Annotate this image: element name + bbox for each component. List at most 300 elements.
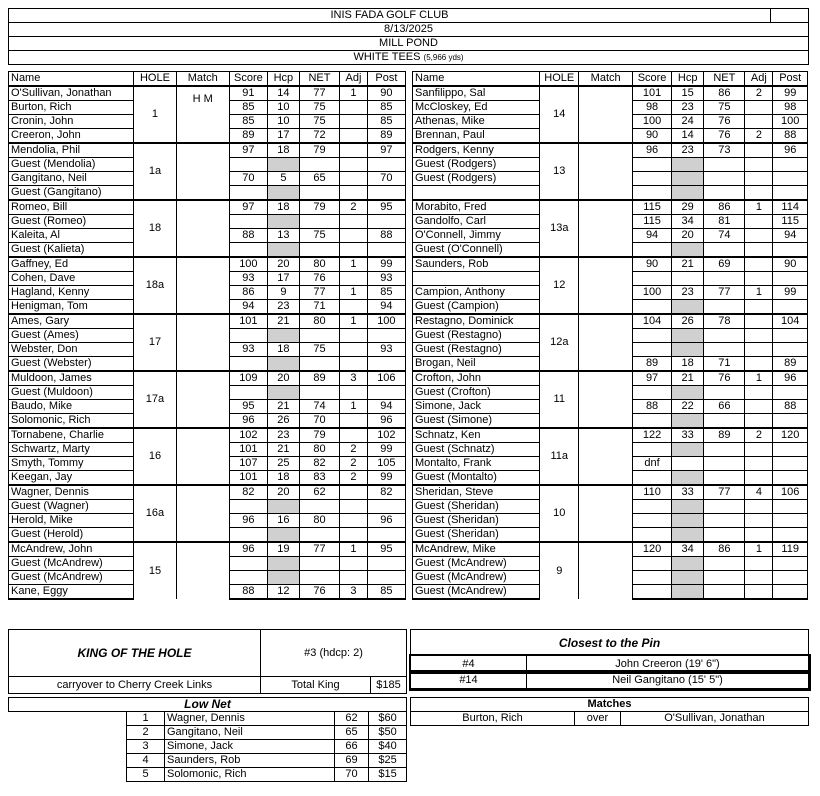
player-name: Campion, Anthony [413, 286, 540, 300]
player-name: Herold, Mike [9, 514, 134, 528]
match-cell [579, 86, 633, 143]
tees-name: WHITE TEES [353, 51, 421, 63]
player-adj [745, 528, 773, 543]
player-post: 85 [367, 115, 405, 129]
player-score: 97 [633, 371, 672, 386]
match-cell [176, 485, 229, 542]
match-cell [579, 200, 633, 257]
hole-number: 11a [540, 428, 579, 485]
player-name: Morabito, Fred [413, 200, 540, 215]
player-hcp [671, 514, 703, 528]
low-net-name: Wagner, Dennis [165, 712, 335, 726]
player-name: Guest (Romeo) [9, 215, 134, 229]
player-adj [745, 500, 773, 514]
player-name: Gandolfo, Carl [413, 215, 540, 229]
player-score [633, 585, 672, 600]
player-adj [340, 158, 368, 172]
player-hcp: 15 [671, 86, 703, 101]
player-net: 80 [299, 514, 339, 528]
player-score: 100 [633, 115, 672, 129]
hole-number: 16 [134, 428, 176, 485]
player-hcp [671, 585, 703, 600]
player-net [704, 172, 745, 186]
hole-number: 13a [540, 200, 579, 257]
player-row [9, 200, 406, 215]
player-name: Muldoon, James [9, 371, 134, 386]
player-score: 88 [229, 585, 267, 600]
player-name: Cohen, Dave [9, 272, 134, 286]
match-loser: O'Sullivan, Jonathan [621, 712, 809, 726]
player-adj: 4 [745, 485, 773, 500]
low-net [8, 697, 407, 782]
player-hcp: 17 [267, 272, 299, 286]
player-score: 93 [229, 272, 267, 286]
player-row [413, 86, 808, 101]
player-score [633, 414, 672, 429]
player-score: 90 [633, 129, 672, 144]
player-score: 97 [229, 143, 267, 158]
player-name: Crofton, John [413, 371, 540, 386]
player-post [773, 172, 808, 186]
player-hcp [671, 243, 703, 258]
player-adj: 2 [340, 443, 368, 457]
player-post: 85 [367, 286, 405, 300]
right-col-hcp: Hcp [671, 72, 703, 87]
player-net [704, 571, 745, 585]
player-net [299, 329, 339, 343]
player-score: 120 [633, 542, 672, 557]
player-adj: 2 [340, 457, 368, 471]
player-adj [745, 585, 773, 600]
low-net-net: 65 [335, 726, 369, 740]
match-cell [176, 314, 229, 371]
player-score: 94 [633, 229, 672, 243]
player-net [704, 329, 745, 343]
player-net: 77 [299, 286, 339, 300]
low-net-prize: $60 [369, 712, 407, 726]
player-name: Guest (Muldoon) [9, 386, 134, 400]
player-adj: 1 [340, 86, 368, 101]
hole-number: 11 [540, 371, 579, 428]
player-adj [745, 386, 773, 400]
player-score [633, 272, 672, 286]
player-post: 90 [367, 86, 405, 101]
player-score [633, 443, 672, 457]
match-cell [176, 257, 229, 314]
player-net: 83 [299, 471, 339, 486]
king-total: $185 [371, 677, 407, 694]
player-post [367, 243, 405, 258]
player-hcp: 25 [267, 457, 299, 471]
player-net [299, 557, 339, 571]
player-score: 89 [633, 357, 672, 372]
player-name: O'Sullivan, Jonathan [9, 86, 134, 101]
player-name: Guest (McAndrew) [413, 585, 540, 600]
player-name: Guest (Mendolia) [9, 158, 134, 172]
player-post: 99 [773, 286, 808, 300]
player-net [704, 243, 745, 258]
player-adj [340, 386, 368, 400]
right-col-net: NET [704, 72, 745, 87]
player-adj [340, 129, 368, 144]
player-name: Cronin, John [9, 115, 134, 129]
player-net [704, 471, 745, 486]
player-score [229, 528, 267, 543]
hole-number: 14 [540, 86, 579, 143]
player-post: 95 [367, 542, 405, 557]
player-hcp: 21 [267, 314, 299, 329]
player-adj [745, 314, 773, 329]
player-row [9, 86, 406, 101]
player-adj [745, 457, 773, 471]
player-score: 107 [229, 457, 267, 471]
player-name: McAndrew, John [9, 542, 134, 557]
player-hcp: 10 [267, 115, 299, 129]
player-net: 72 [299, 129, 339, 144]
player-name: Romeo, Bill [9, 200, 134, 215]
player-score [633, 172, 672, 186]
player-hcp [267, 329, 299, 343]
player-hcp: 21 [267, 400, 299, 414]
player-adj [745, 343, 773, 357]
player-hcp [671, 329, 703, 343]
player-name [413, 272, 540, 286]
player-hcp: 34 [671, 215, 703, 229]
player-net [704, 514, 745, 528]
hole-number: 15 [134, 542, 176, 599]
low-net-net: 70 [335, 768, 369, 782]
low-net-place: 4 [127, 754, 165, 768]
player-post [773, 514, 808, 528]
player-net: 86 [704, 200, 745, 215]
player-name: Hagland, Kenny [9, 286, 134, 300]
hole-number: 17a [134, 371, 176, 428]
player-net [704, 528, 745, 543]
low-net-place: 5 [127, 768, 165, 782]
match-cell [579, 257, 633, 314]
player-row [413, 314, 808, 329]
player-adj [745, 229, 773, 243]
player-adj [340, 343, 368, 357]
player-score: 101 [229, 471, 267, 486]
match-row [411, 712, 809, 726]
player-name: Montalto, Frank [413, 457, 540, 471]
right-col-score: Score [633, 72, 672, 87]
player-adj [745, 158, 773, 172]
player-score: 96 [229, 542, 267, 557]
player-name: Guest (Simone) [413, 414, 540, 429]
tees-line [9, 51, 809, 65]
player-post: 93 [367, 343, 405, 357]
player-name: Solomonic, Rich [9, 414, 134, 429]
player-adj [340, 428, 368, 443]
player-hcp [671, 343, 703, 357]
player-net: 76 [299, 585, 339, 600]
player-score [229, 329, 267, 343]
player-post [367, 500, 405, 514]
event-date: 8/13/2025 [9, 23, 809, 37]
player-post [367, 186, 405, 201]
player-row [9, 485, 406, 500]
left-col-adj: Adj [340, 72, 368, 87]
player-net: 76 [704, 371, 745, 386]
match-cell [176, 200, 229, 257]
player-score: 90 [633, 257, 672, 272]
player-net: 80 [299, 257, 339, 272]
player-name: Restagno, Dominick [413, 314, 540, 329]
player-post [773, 243, 808, 258]
player-post [367, 386, 405, 400]
player-post [367, 329, 405, 343]
player-post: 96 [773, 371, 808, 386]
player-post: 99 [773, 86, 808, 101]
king-total-label: Total King [261, 677, 371, 694]
low-net-name: Solomonic, Rich [165, 768, 335, 782]
player-hcp [671, 272, 703, 286]
player-score [229, 186, 267, 201]
player-name: Guest (Webster) [9, 357, 134, 372]
player-adj: 1 [745, 371, 773, 386]
player-net: 79 [299, 428, 339, 443]
matches-body [411, 712, 809, 726]
player-score: dnf [633, 457, 672, 471]
player-adj: 2 [340, 200, 368, 215]
match-cell [579, 371, 633, 428]
player-hcp [267, 215, 299, 229]
player-post [773, 186, 808, 201]
player-name: Sheridan, Steve [413, 485, 540, 500]
low-net-prize: $25 [369, 754, 407, 768]
player-post: 70 [367, 172, 405, 186]
player-score: 93 [229, 343, 267, 357]
player-net: 75 [299, 101, 339, 115]
player-post: 85 [367, 101, 405, 115]
match-cell [579, 485, 633, 542]
hole-number: 17 [134, 314, 176, 371]
player-post [773, 471, 808, 486]
match-cell [579, 542, 633, 599]
player-net: 76 [704, 115, 745, 129]
player-post [773, 300, 808, 315]
player-adj [745, 115, 773, 129]
player-net [704, 158, 745, 172]
player-score: 109 [229, 371, 267, 386]
player-adj [745, 514, 773, 528]
player-score: 85 [229, 115, 267, 129]
player-row [9, 143, 406, 158]
player-net: 65 [299, 172, 339, 186]
player-post: 97 [367, 143, 405, 158]
player-adj [340, 172, 368, 186]
player-score [633, 158, 672, 172]
player-score: 115 [633, 215, 672, 229]
player-net: 78 [704, 314, 745, 329]
player-adj [745, 243, 773, 258]
left-header-row [9, 72, 406, 87]
player-score: 97 [229, 200, 267, 215]
match-cell [176, 428, 229, 485]
player-score [633, 343, 672, 357]
player-name: Guest (Rodgers) [413, 172, 540, 186]
player-post: 100 [773, 115, 808, 129]
player-score: 94 [229, 300, 267, 315]
player-score: 96 [229, 514, 267, 528]
player-name: Guest (Ames) [9, 329, 134, 343]
player-adj [340, 272, 368, 286]
player-adj [340, 500, 368, 514]
player-hcp [267, 186, 299, 201]
low-net-title: Low Net [9, 698, 407, 712]
player-net [299, 528, 339, 543]
player-net [299, 571, 339, 585]
player-name: Guest (McAndrew) [9, 571, 134, 585]
player-row [413, 542, 808, 557]
player-score [229, 386, 267, 400]
player-row [9, 542, 406, 557]
left-col-name: Name [9, 72, 134, 87]
player-hcp: 23 [267, 300, 299, 315]
player-name: Guest (Sheridan) [413, 500, 540, 514]
low-net-prize: $15 [369, 768, 407, 782]
player-adj [340, 229, 368, 243]
hole-number: 12 [540, 257, 579, 314]
hole-number: 10 [540, 485, 579, 542]
player-hcp [267, 386, 299, 400]
right-col-name: Name [413, 72, 540, 87]
player-post [773, 158, 808, 172]
left-col-hcp: Hcp [267, 72, 299, 87]
player-post: 105 [367, 457, 405, 471]
right-col-match: Match [579, 72, 633, 87]
player-adj [340, 414, 368, 429]
player-post [367, 357, 405, 372]
player-adj [745, 300, 773, 315]
player-post [773, 443, 808, 457]
right-col-post: Post [773, 72, 808, 87]
player-net [704, 443, 745, 457]
player-adj: 1 [745, 200, 773, 215]
player-name: Athenas, Mike [413, 115, 540, 129]
player-name: Kaleita, Al [9, 229, 134, 243]
player-adj: 1 [340, 314, 368, 329]
closest-winner-2: Neil Gangitano (15' 5") [612, 673, 723, 686]
player-hcp [267, 571, 299, 585]
player-score [633, 528, 672, 543]
player-hcp: 23 [267, 428, 299, 443]
player-score [633, 471, 672, 486]
player-score: 91 [229, 86, 267, 101]
player-adj [745, 571, 773, 585]
player-adj: 1 [340, 542, 368, 557]
player-post: 115 [773, 215, 808, 229]
player-net [704, 414, 745, 429]
player-name: Henigman, Tom [9, 300, 134, 315]
hole-number: 16a [134, 485, 176, 542]
player-adj [340, 485, 368, 500]
right-header-row [413, 72, 808, 87]
player-post [367, 528, 405, 543]
player-hcp [267, 500, 299, 514]
player-net [299, 215, 339, 229]
player-hcp: 22 [671, 400, 703, 414]
player-name: Guest (Restagno) [413, 329, 540, 343]
player-adj [745, 101, 773, 115]
player-adj [745, 443, 773, 457]
player-hcp: 18 [671, 357, 703, 372]
player-adj [745, 414, 773, 429]
low-net-spacer [9, 712, 127, 726]
player-hcp: 17 [267, 129, 299, 144]
player-net: 73 [704, 143, 745, 158]
player-adj [745, 557, 773, 571]
player-name: Gaffney, Ed [9, 257, 134, 272]
player-score [229, 215, 267, 229]
player-net [704, 186, 745, 201]
player-net: 89 [704, 428, 745, 443]
hole-number: 18 [134, 200, 176, 257]
club-name: INIS FADA GOLF CLUB [9, 9, 771, 23]
player-net: 89 [299, 371, 339, 386]
player-net [704, 457, 745, 471]
match-cell [579, 428, 633, 485]
king-carryover: carryover to Cherry Creek Links [9, 677, 261, 694]
player-post [773, 343, 808, 357]
player-hcp: 14 [267, 86, 299, 101]
player-name: Guest (Gangitano) [9, 186, 134, 201]
player-hcp [671, 186, 703, 201]
player-post: 96 [367, 414, 405, 429]
player-adj [340, 571, 368, 585]
player-adj [745, 272, 773, 286]
player-name: Guest (Rodgers) [413, 158, 540, 172]
player-name: Mendolia, Phil [9, 143, 134, 158]
player-net: 81 [704, 215, 745, 229]
player-hcp [671, 443, 703, 457]
left-scoresheet [8, 71, 406, 600]
player-adj [340, 329, 368, 343]
player-net [299, 186, 339, 201]
player-net: 69 [704, 257, 745, 272]
header-spacer [771, 9, 809, 23]
low-net-name: Simone, Jack [165, 740, 335, 754]
player-net: 76 [704, 129, 745, 144]
match-sep: over [575, 712, 621, 726]
player-score [229, 571, 267, 585]
right-scoresheet [412, 71, 808, 600]
player-row [413, 257, 808, 272]
player-name: Guest (O'Connell) [413, 243, 540, 258]
player-hcp [267, 557, 299, 571]
player-name: Brennan, Paul [413, 129, 540, 144]
player-hcp: 16 [267, 514, 299, 528]
player-adj: 1 [745, 542, 773, 557]
player-net [299, 357, 339, 372]
player-net [704, 300, 745, 315]
right-col-hole: HOLE [540, 72, 579, 87]
player-hcp: 18 [267, 200, 299, 215]
player-name: Guest (Restagno) [413, 343, 540, 357]
player-net: 79 [299, 200, 339, 215]
player-post [367, 215, 405, 229]
player-post: 100 [367, 314, 405, 329]
player-name: Rodgers, Kenny [413, 143, 540, 158]
player-name: Baudo, Mike [9, 400, 134, 414]
player-post: 99 [367, 257, 405, 272]
hole-number: 12a [540, 314, 579, 371]
player-post: 96 [367, 514, 405, 528]
player-net [704, 343, 745, 357]
player-net: 79 [299, 143, 339, 158]
